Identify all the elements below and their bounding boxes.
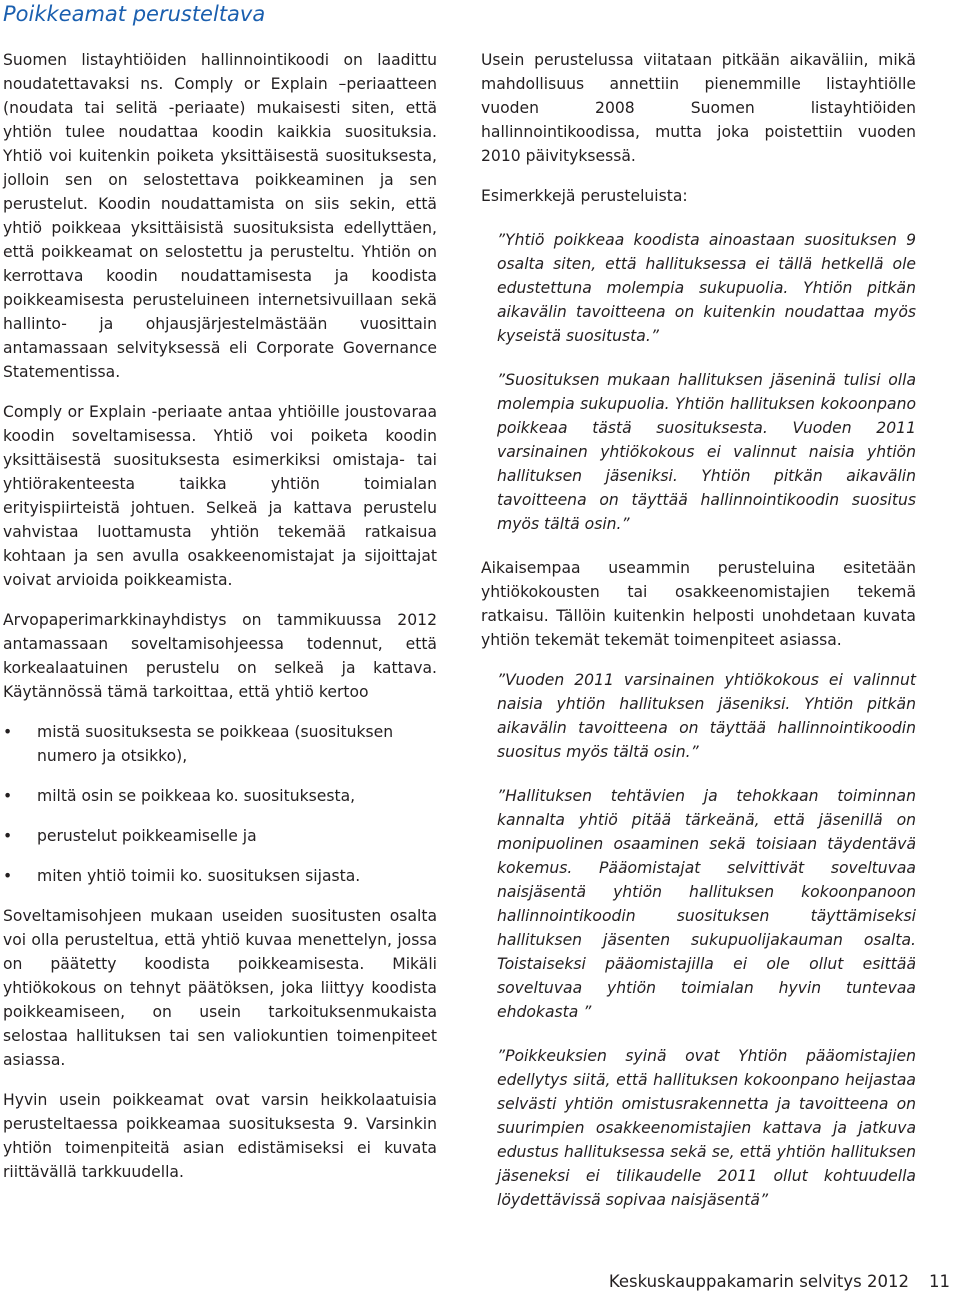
bullet-icon: • bbox=[3, 723, 13, 741]
paragraph: Esimerkkejä perusteluista: bbox=[481, 187, 688, 205]
paragraph: Aikaisempaa useammin perusteluina esitetään yhtiökokousten tai osakkeenomistajien tekemä ratkaisu. Tällöin kuitenkin helposti unohdetaan kuvata yhtiön tekemät tekemät toimenpiteet asiassa. bbox=[481, 559, 916, 649]
list-item-text: miltä osin se poikkeaa ko. suosituksesta, bbox=[37, 787, 356, 805]
list-item bbox=[3, 864, 437, 888]
paragraph: Soveltamisohjeen mukaan useiden suositusten osalta voi olla perusteltua, että yhtiö kuvaa menettelyn, jossa on päätetty koodista poikkeamisesta. Mikäli yhtiökokous on tehnyt päätöksen, joka liittyy koodista poikkeamiseen, on usein tarkoituksenmukaista selostaa hallituksen tai sen valiokuntien toimenpiteet asiassa. bbox=[3, 907, 437, 1069]
example-quote: ”Poikkeuksien syinä ovat Yhtiön pääomistajien edellytys siitä, että hallituksen kokoonpano heijastaa selvästi yhtiön omistusrakennetta ja tavoitteena on suurimpien osakkeenomistajien kattava ja jatkuva edustus hallituksessa sekä se, että yhtiön hallituksen jäseneksi ei tilikaudelle 2011 ollut kohtuudella löydettävissä sopivaa naisjäsentä” bbox=[497, 1047, 916, 1209]
paragraph: Comply or Explain -periaate antaa yhtiöille joustovaraa koodin soveltamisessa. Yhtiö voi poiketa koodin yksittäisestä suosituksesta esimerkiksi omistaja- tai yhtiörakenteesta taikka yhtiön toimialan erityispiirteistä johtuen. Selkeä ja kattava perustelu vahvistaa luottamusta yhtiön tekemää ratkaisua kohtaan ja sen avulla osakkeenomistajat ja sijoittajat voivat arvioida poikkeamista. bbox=[3, 403, 437, 589]
left-column bbox=[3, 48, 437, 1200]
list-item-text: mistä suosituksesta se poikkeaa (suosituksen numero ja otsikko), bbox=[37, 723, 394, 765]
paragraph: Arvopaperimarkkinayhdistys on tammikuussa 2012 antamassaan soveltamisohjeessa todennut, että korkealaatuinen perustelu on selkeä ja kattava. Käytännössä tämä tarkoittaa, että yhtiö kertoo bbox=[3, 611, 437, 701]
page-footer bbox=[609, 1270, 950, 1294]
bullet-icon: • bbox=[3, 787, 13, 805]
list-item bbox=[3, 824, 437, 848]
example-quote: ”Vuoden 2011 varsinainen yhtiökokous ei valinnut naisia yhtiön hallituksen jäseniksi. Yhtiön pitkän aikavälin tavoitteena on täyttää hallinnointikoodin suositus myös tältä osin.” bbox=[497, 671, 916, 761]
bullet-list bbox=[3, 720, 437, 888]
publication-name: Keskuskauppakamarin selvitys 2012 bbox=[608, 1272, 909, 1291]
list-item-text: perustelut poikkeamiselle ja bbox=[37, 827, 257, 845]
page-number: 11 bbox=[929, 1272, 950, 1291]
page-title: Poikkeamat perusteltava bbox=[3, 2, 266, 26]
bullet-icon: • bbox=[3, 867, 13, 885]
right-column bbox=[481, 48, 916, 1228]
list-item bbox=[3, 720, 437, 768]
bullet-icon: • bbox=[3, 827, 13, 845]
example-quote: ”Suosituksen mukaan hallituksen jäseninä tulisi olla molempia sukupuolia. Yhtiön hallituksen kokoonpano poikkeaa tästä suosituksesta. Vuoden 2011 varsinainen yhtiökokous ei valinnut naisia yhtiön hallituksen jäseniksi. Yhtiön pitkän aikavälin tavoitteena on täyttää hallinnointikoodin suositus myös tältä osin.” bbox=[497, 371, 916, 533]
example-quote: ”Hallituksen tehtävien ja tehokkaan toiminnan kannalta yhtiö pitää tärkeänä, että jäsenillä on monipuolinen osaaminen sekä toisiaan täydentävä kokemus. Pääomistajat selvittivät soveltuvaa naisjäsentä yhtiön hallituksen kokoonpanoon hallinnointikoodin suosituksen täyttämiseksi hallituksen jäsenten sukupuolijakauman osalta. Toistaiseksi pääomistajilla ei ole ollut esittää soveltuvaa yhtiön toimialan hyvin tuntevaa ehdokasta ” bbox=[497, 787, 916, 1021]
example-quote: ”Yhtiö poikkeaa koodista ainoastaan suosituksen 9 osalta siten, että hallituksessa ei tällä hetkellä ole edustettuna molempia sukupuolia. Yhtiön pitkän aikavälin tavoitteena on kuitenkin noudattaa myös kyseistä suositusta.” bbox=[497, 231, 916, 345]
paragraph: Suomen listayhtiöiden hallinnointikoodi on laadittu noudatettavaksi ns. Comply or Explain –periaatteen (noudata tai selitä -periaate) mukaisesti siten, että yhtiön tulee noudattaa koodin kaikkia suosituksia. Yhtiö voi kuitenkin poiketa yksittäisestä suosituksesta, jolloin sen on selostettava poikkeaminen ja sen perustelut. Koodin noudattamista on siis sekin, että yhtiö poikkeaa yksittäisistä suosituksista edellyttäen, että poikkeamat on selostettu ja perusteltu. Yhtiön on kerrottava koodin noudattamisesta ja koodista poikkeamisesta perusteluineen internetsivuillaan sekä hallinto- ja ohjausjärjestelmästään vuosittain antamassaan selvityksessä eli Corporate Governance Statementissa. bbox=[3, 51, 437, 381]
paragraph: Hyvin usein poikkeamat ovat varsin heikkolaatuisia perusteltaessa poikkeamaa suosituksesta 9. Varsinkin yhtiön toimenpiteitä asian edistämiseksi ei kuvata riittävällä tarkkuudella. bbox=[3, 1091, 437, 1181]
paragraph: Usein perustelussa viitataan pitkään aikaväliin, mikä mahdollisuus annettiin pienemmille listayhtiölle vuoden 2008 Suomen listayhtiöiden hallinnointikoodissa, mutta joka poistettiin vuoden 2010 päivityksessä. bbox=[481, 51, 916, 165]
list-item-text: miten yhtiö toimii ko. suosituksen sijasta. bbox=[37, 867, 361, 885]
list-item bbox=[3, 784, 437, 808]
